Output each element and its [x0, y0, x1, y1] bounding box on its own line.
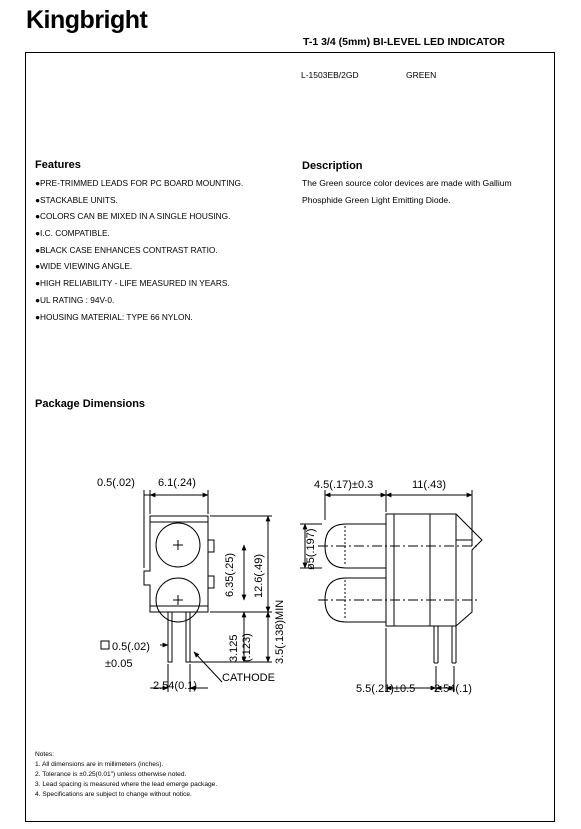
- dim-lead-spacing-side: 2.54(.1): [434, 683, 472, 695]
- note-item: 4. Specifications are subject to change without notice.: [35, 791, 192, 798]
- feature-item: ●COLORS CAN BE MIXED IN A SINGLE HOUSING.: [35, 211, 231, 222]
- dim-pitch: 6.35(.25): [224, 552, 236, 597]
- feature-item: ●I.C. COMPATIBLE.: [35, 228, 110, 239]
- feature-item: ●STACKABLE UNITS.: [35, 194, 118, 205]
- feature-item: ●HOUSING MATERIAL: TYPE 66 NYLON.: [35, 311, 193, 322]
- dim-width: 6.1(.24): [158, 477, 196, 489]
- side-view: [300, 490, 482, 692]
- note-item: 2. Tolerance is ±0.25(0.01") unless otherwise noted.: [35, 771, 187, 778]
- feature-item: ●BLACK CASE ENHANCES CONTRAST RATIO.: [35, 244, 218, 255]
- cathode-label: CATHODE: [222, 672, 275, 684]
- part-number: L-1503EB/2GD: [301, 70, 359, 80]
- description-text: The Green source color devices are made with Gallium Phosphide Green Light Emitting Diode.: [302, 178, 512, 205]
- dim-lens-length: 4.5(.17)±0.3: [314, 479, 374, 491]
- brand-logo: Kingbright: [26, 6, 148, 34]
- dim-bottom-inch: (.123): [241, 633, 253, 662]
- notes-heading: Notes:: [35, 751, 55, 758]
- document-title: T-1 3/4 (5mm) BI-LEVEL LED INDICATOR: [303, 36, 505, 48]
- dim-lead-spacing: 2.54(0.1): [153, 680, 198, 692]
- feature-item: ●WIDE VIEWING ANGLE.: [35, 261, 133, 272]
- features-heading: Features: [35, 159, 81, 171]
- note-item: 3. Lead spacing is measured where the lead emerge package.: [35, 781, 218, 788]
- package-heading: Package Dimensions: [35, 398, 146, 410]
- dim-lead-tolerance: ±0.05: [105, 658, 133, 670]
- note-item: 1. All dimensions are in millimeters (inches).: [35, 761, 164, 768]
- dim-lead-square: 0.5(.02): [112, 641, 150, 653]
- dim-lead-offset: 0.5(.02): [97, 477, 135, 489]
- dim-lead-length: 3.5(.138)MIN: [274, 599, 286, 664]
- dim-bottom: 3.125: [228, 634, 240, 662]
- dim-height: 12.6(.49): [253, 553, 265, 598]
- feature-item: ●HIGH RELIABILITY - LIFE MEASURED IN YEARS.: [35, 278, 230, 289]
- notes: [35, 750, 217, 800]
- description-heading: Description: [302, 160, 363, 172]
- feature-item: ●UL RATING : 94V-0.: [35, 294, 115, 305]
- feature-item: ●PRE-TRIMMED LEADS FOR PC BOARD MOUNTING.: [35, 178, 244, 188]
- dim-body-length: 11(.43): [412, 479, 447, 491]
- part-color: GREEN: [406, 70, 437, 80]
- dim-lead-offset-side: 5.5(.21)±0.5: [356, 683, 416, 695]
- dim-lens-diameter: ø5(.197): [305, 528, 317, 570]
